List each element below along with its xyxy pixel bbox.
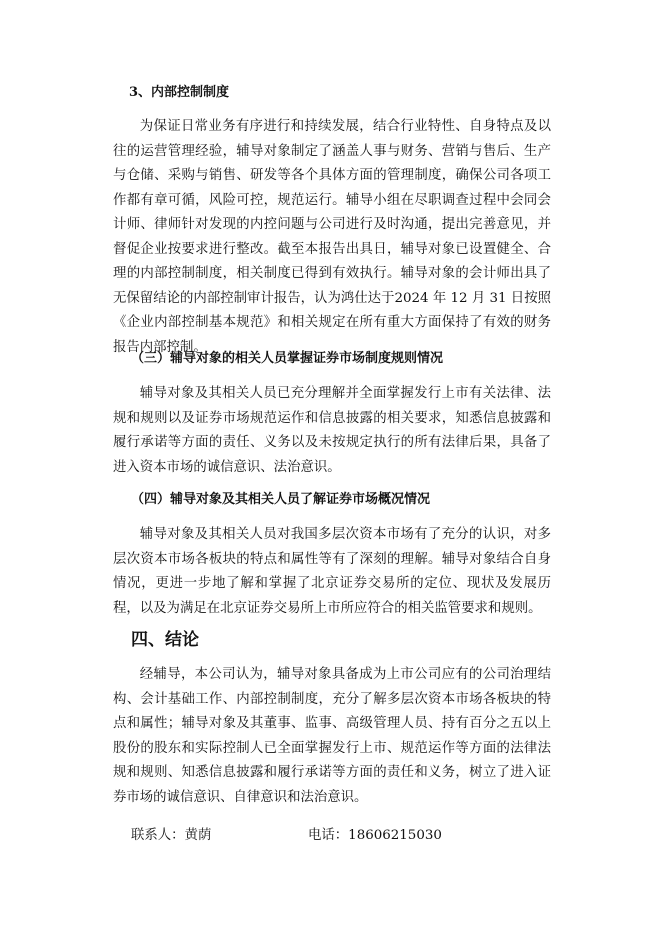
paragraph-internal-control: 为保证日常业务有序进行和持续发展，结合行业特性、自身特点及以往的运营管理经验，辅导对象制定了涵盖人事与财务、营销与售后、生产与仓储、采购与销售、研发等各个具体方面的管理制度，确保公司各项工作都有章可循，风险可控，规范运行。辅导小组在尽职调查过程中会同会计师、律师针对发现的内控问题与公司进行及时沟通，提出完善意见，并督促企业按要求进行整改。截至本报告出具日，辅导对象已设置健全、合理的内部控制制度，相关制度已得到有效执行。辅导对象的会计师出具了无保留结论的内部控制审计报告，认为鸿仕达于2024 年 12 月 31 日按照《企业内部控制基本规范》和相关规定在所有重大方面保持了有效的财务报告内部控制。 xyxy=(113,119,551,355)
heading-internal-control: 3、内部控制制度 xyxy=(129,85,230,100)
contact-phone: 电话：18606215030 xyxy=(308,828,442,843)
subheading-market: （四）辅导对象及其相关人员了解证券市场概况情况 xyxy=(131,492,431,507)
section-conclusion-title: 四、结论 xyxy=(131,630,199,650)
paragraph-rules: 辅导对象及其相关人员已充分理解并全面掌握发行上市有关法律、法规和规则以及证券市场规范运作和信息披露的相关要求，知悉信息披露和履行承诺等方面的责任、义务以及未按规定执行的所有法律后果，具备了进入资本市场的诚信意识、法治意识。 xyxy=(113,386,551,475)
contact-person: 联系人：黄荫 xyxy=(131,828,212,843)
subheading-rules: （三）辅导对象的相关人员掌握证券市场制度规则情况 xyxy=(131,351,444,366)
paragraph-conclusion: 经辅导，本公司认为，辅导对象具备成为上市公司应有的公司治理结构、会计基础工作、内部控制制度，充分了解多层次资本市场各板块的特点和属性；辅导对象及其董事、监事、高级管理人员、持有百分之五以上股份的股东和实际控制人已全面掌握发行上市、规范运作等方面的法律法规和规则、知悉信息披露和履行承诺等方面的责任和义务，树立了进入证券市场的诚信意识、自律意识和法治意识。 xyxy=(113,667,551,805)
paragraph-market: 辅导对象及其相关人员对我国多层次资本市场有了充分的认识，对多层次资本市场各板块的特点和属性等有了深刻的理解。辅导对象结合自身情况，更进一步地了解和掌握了北京证券交易所的定位、现状及发展历程，以及为满足在北京证券交易所上市所应符合的相关监管要求和规则。 xyxy=(113,527,551,616)
